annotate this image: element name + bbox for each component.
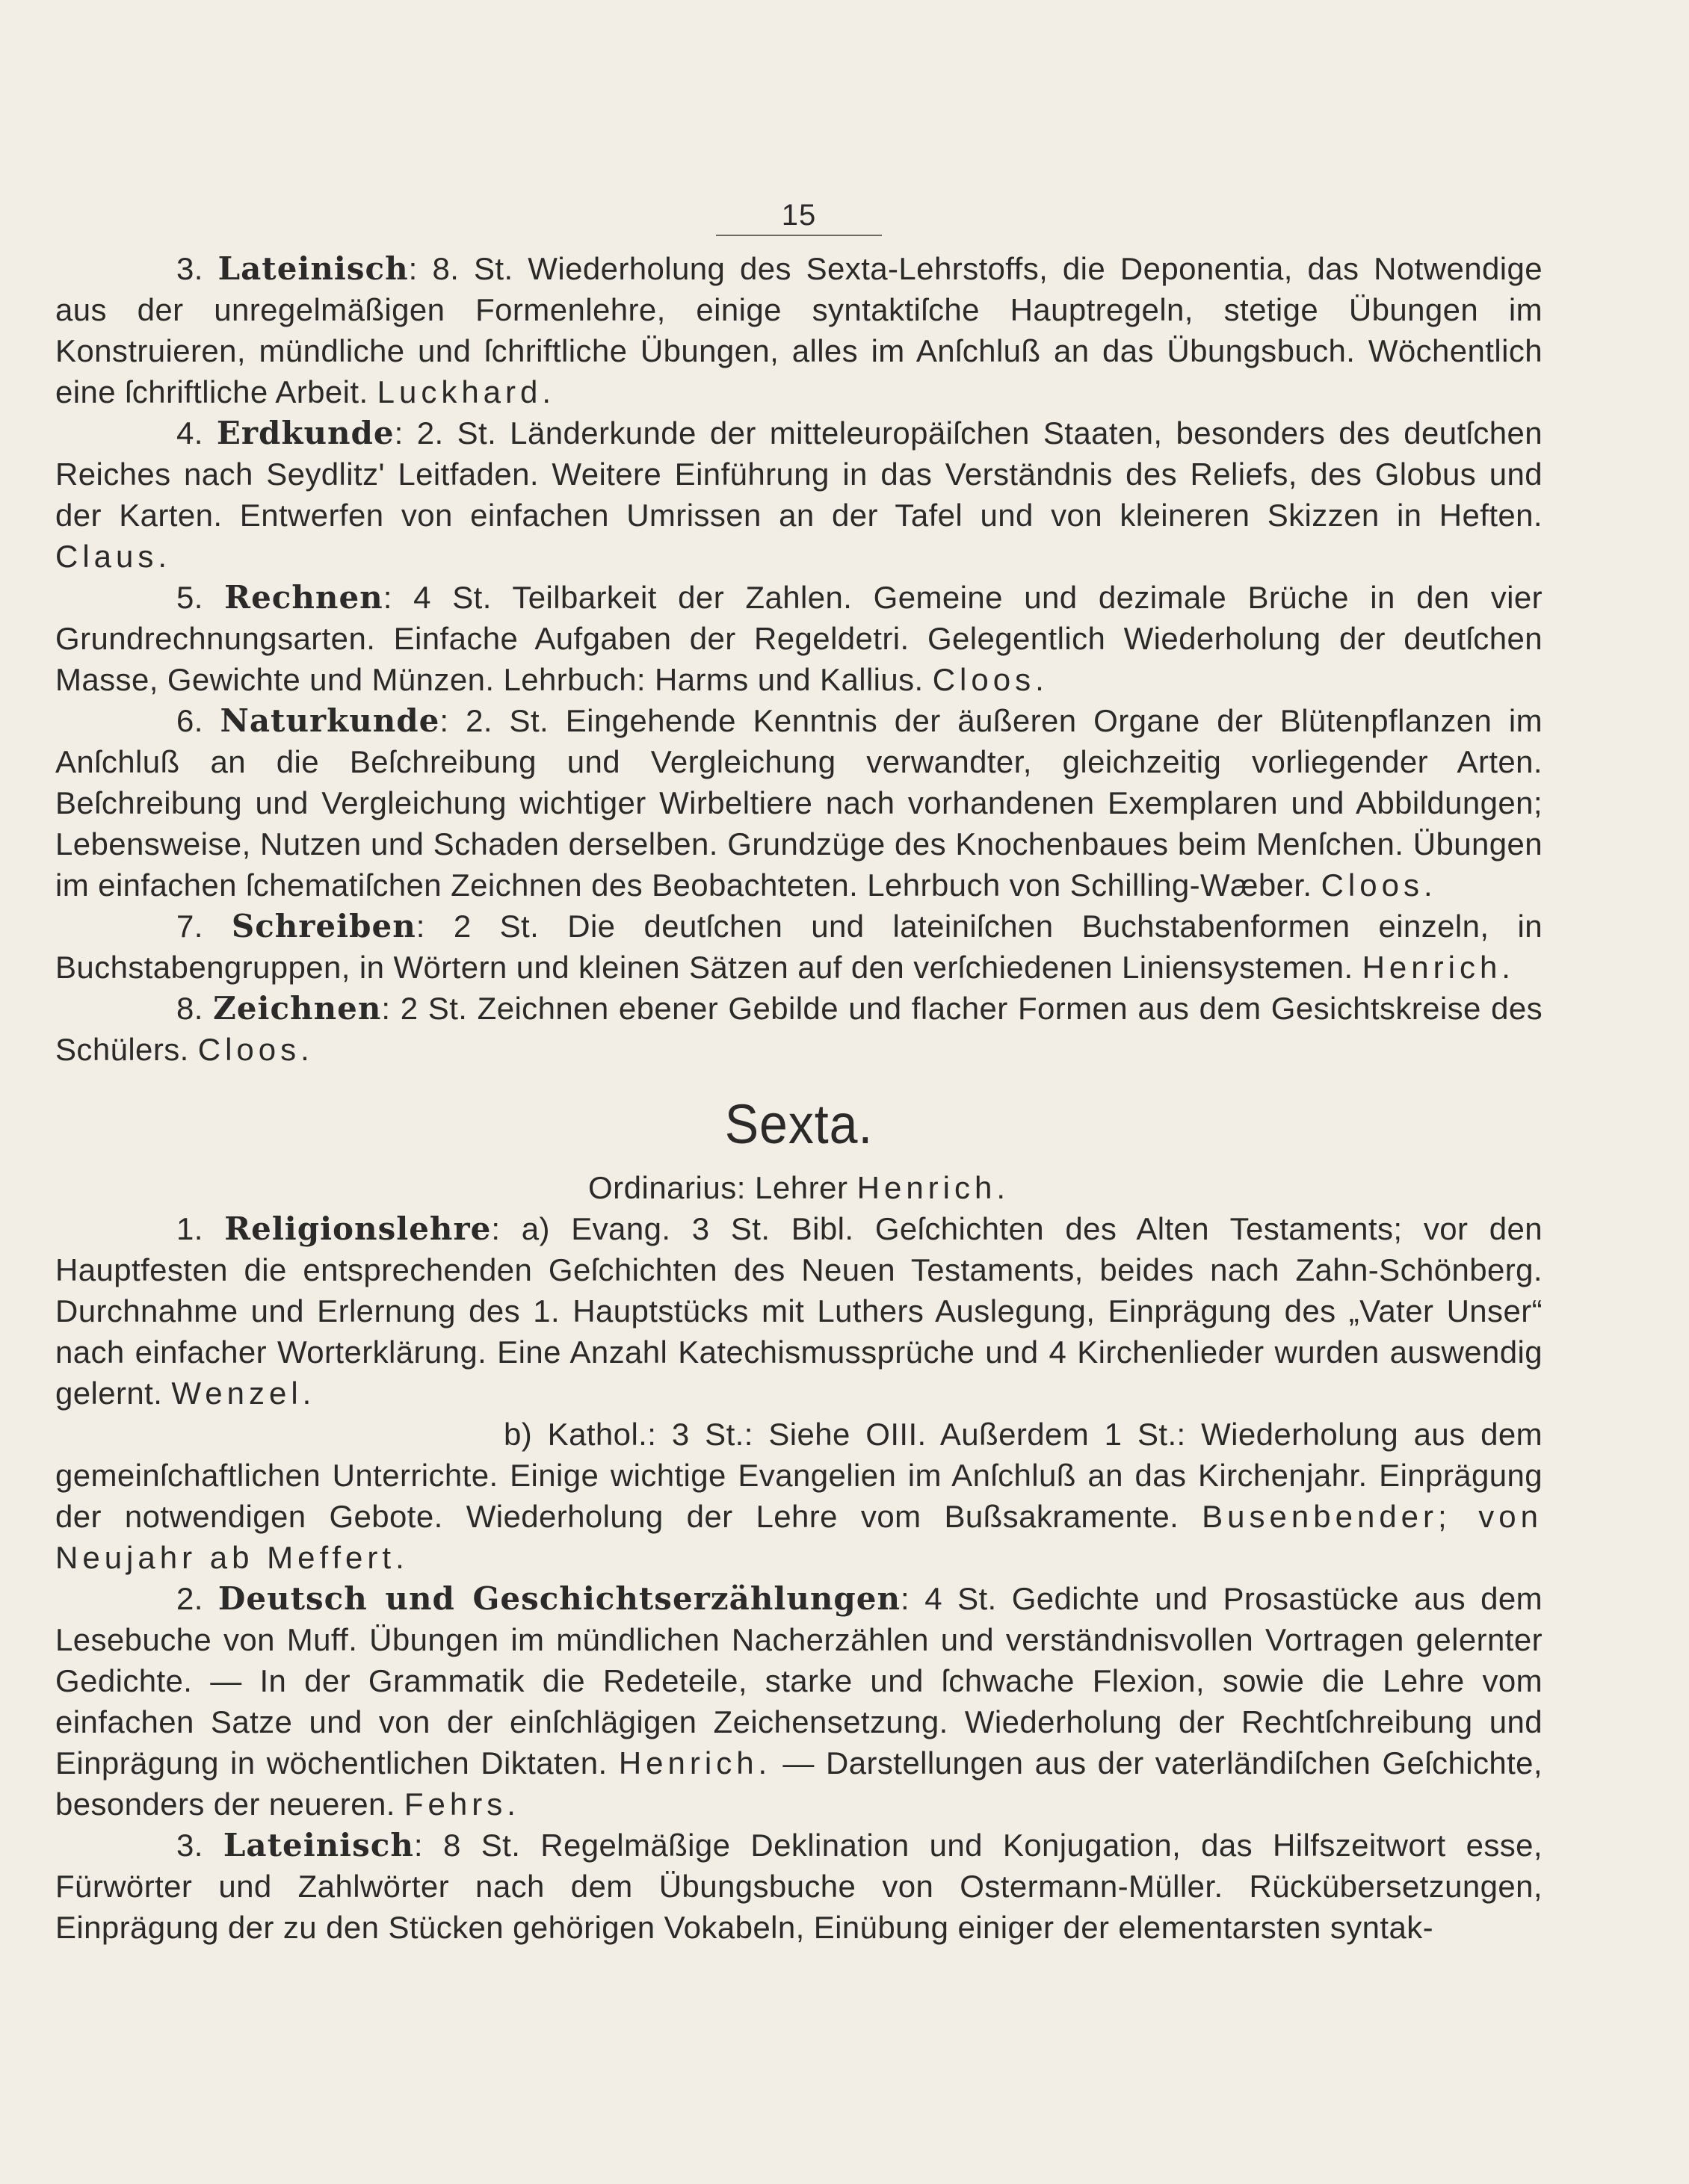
subject-heading: Schreiben <box>231 908 416 944</box>
section-title: Sexta. <box>724 1093 874 1155</box>
separator: : <box>491 1211 501 1246</box>
subject-heading: Erdkunde <box>216 415 395 451</box>
page-number: 15 <box>781 199 817 232</box>
subject-heading: Rechnen <box>224 579 383 616</box>
entry-text: 2 St. Die deutſchen und lateiniſchen Buchstabenformen einzeln, in Buchstabengruppen, in Wörtern und kleinen Sätzen auf den verſchiedenen Liniensystemen. <box>55 909 1543 985</box>
separator: : <box>381 991 391 1026</box>
entry-number: 4. <box>176 415 203 451</box>
entry-number: 3. <box>176 251 203 286</box>
entry-lateinisch <box>55 248 1543 412</box>
subject-heading: Lateinisch <box>223 1827 414 1863</box>
teacher-name: Cloos. <box>932 662 1049 697</box>
entry-rechnen <box>55 577 1543 700</box>
entry-number: 3. <box>176 1828 203 1863</box>
separator: : <box>416 909 425 944</box>
entry-text: 2. St. Länderkunde der mitteleuropäiſchen Staaten, besonders des deutſchen Reiches nach Seydlitz' Leitfaden. Weitere Einführung in das Verständnis des Reliefs, des Globus und der Karten. Entwerfen von einfachen Umrissen an der Tafel und von kleineren Skizzen in Heften. <box>55 415 1543 533</box>
body-text <box>55 248 1543 1948</box>
subject-heading: Zeichnen <box>213 990 382 1027</box>
teacher-name: Wenzel. <box>171 1376 316 1411</box>
header-rule <box>716 235 882 236</box>
entry-text: 2. St. Eingehende Kenntnis der äußeren Organe der Blütenpflanzen im Anſchluß an die Beſchreibung und Vergleichung verwandter, gleichzeitig vorliegender Arten. Beſchreibung und Vergleichung wichtiger Wirbeltiere nach vorhandenen Exemplaren und Abbildungen; Lebensweise, Nutzen und Schaden derselben. Grundzüge des Knochenbaues beim Menſchen. Übungen im einfachen ſchematiſchen Zeichnen des Beobachteten. Lehrbuch von Schilling-Wæber. <box>55 703 1543 903</box>
entry-text: 2 St. Zeichnen ebener Gebilde und flacher Formen aus dem Gesichtskreise des Schülers. <box>55 991 1543 1067</box>
separator: : <box>901 1581 910 1616</box>
entry-text: 8 St. Regelmäßige Deklination und Konjugation, das Hilfszeitwort esse, Fürwörter und Zahlwörter nach dem Übungsbuche von Ostermann-Müller. Rückübersetzungen, Einprägung der zu den Stücken gehörigen Vokabeln, Einübung einiger der elementarsten syntak- <box>55 1828 1543 1945</box>
teacher-name: Cloos. <box>1321 867 1437 903</box>
entry-religionslehre-kathol <box>55 1414 1543 1578</box>
teacher-name: Henrich. <box>618 1745 772 1781</box>
entry-lateinisch-sexta <box>55 1825 1543 1948</box>
entry-deutsch <box>55 1578 1543 1825</box>
entry-erdkunde <box>55 412 1543 577</box>
ordinarius-label: Ordinarius: Lehrer <box>587 1170 857 1205</box>
teacher-name: Cloos. <box>197 1032 314 1067</box>
teacher-name: Henrich. <box>856 1170 1010 1205</box>
entry-number: 8. <box>176 991 203 1026</box>
entry-text: 4 St. Gedichte und Prosastücke aus dem Lesebuche von Muff. Übungen im mündlichen Nacherzählen und verständnisvollen Vortragen gelernter Gedichte. — In der Grammatik die Redeteile, starke und ſchwache Flexion, sowie die Lehre vom einfachen Satze und von der einſchlägigen Zeichensetzung. Wiederholung der Rechtſchreibung und Einprägung in wöchentlichen Diktaten. <box>55 1581 1543 1781</box>
entry-text: 4 St. Teilbarkeit der Zahlen. Gemeine und dezimale Brüche in den vier Grundrechnungsarten. Einfache Aufgaben der Regeldetri. Gelegentlich Wiederholung der deutſchen Masse, Gewichte und Münzen. Lehrbuch: Harms und Kallius. <box>55 580 1543 697</box>
entry-religionslehre <box>55 1208 1543 1414</box>
entry-schreiben <box>55 906 1543 988</box>
entry-naturkunde <box>55 700 1543 906</box>
entry-text: — Darstellungen aus der vaterländiſchen Geſchichte, besonders der neueren. <box>55 1745 1543 1822</box>
separator: : <box>413 1828 423 1863</box>
teacher-name: Henrich. <box>1362 950 1515 985</box>
entry-number: 7. <box>176 909 203 944</box>
separator: : <box>439 703 449 738</box>
subject-heading: Naturkunde <box>220 702 440 739</box>
teacher-name: Luckhard. <box>377 374 556 409</box>
entry-number: 5. <box>176 580 203 615</box>
entry-number: 2. <box>176 1581 203 1616</box>
subject-heading: Religionslehre <box>224 1210 492 1247</box>
subject-heading: Lateinisch <box>217 250 409 287</box>
teacher-name: Fehrs. <box>404 1787 520 1822</box>
teacher-name: Busenbender; von Neujahr ab Meffert. <box>55 1499 1543 1575</box>
entry-zeichnen <box>55 988 1543 1070</box>
ordinarius-line <box>55 1167 1543 1208</box>
entry-number: 6. <box>176 703 203 738</box>
separator: : <box>383 580 392 615</box>
entry-text: 8. St. Wiederholung des Sexta-Lehrstoffs, die Deponentia, das Notwendige aus der unregelmäßigen Formenlehre, einige syntaktiſche Hauptregeln, stetige Übungen im Konstruieren, mündliche und ſchriftliche Übungen, alles im Anſchluß an das Übungsbuch. Wöchentlich eine ſchriftliche Arbeit. <box>55 251 1543 409</box>
separator: : <box>394 415 404 451</box>
entry-text: a) Evang. 3 St. Bibl. Geſchichten des Alten Testaments; vor den Hauptfesten die entsprechenden Geſchichten des Neuen Testaments, beides nach Zahn-Schönberg. Durchnahme und Erlernung des 1. Hauptstücks mit Luthers Auslegung, Einprägung des „Vater Unser“ nach einfacher Worterklärung. Eine Anzahl Katechismussprüche und 4 Kirchenlieder wurden auswendig gelernt. <box>55 1211 1543 1411</box>
entry-number: 1. <box>176 1211 203 1246</box>
subject-heading: Deutsch und Geschichtserzählungen <box>217 1580 901 1617</box>
entry-text: b) Kathol.: 3 St.: Siehe OIII. Außerdem 1 St.: Wiederholung aus dem gemeinſchaftlichen Unterrichte. Einige wichtige Evangelien im Anſchluß an das Kirchenjahr. Einprägung der notwendigen Gebote. Wiederholung der Lehre vom Bußsakramente. <box>55 1417 1543 1534</box>
separator: : <box>408 251 418 286</box>
teacher-name: Claus. <box>55 539 172 574</box>
